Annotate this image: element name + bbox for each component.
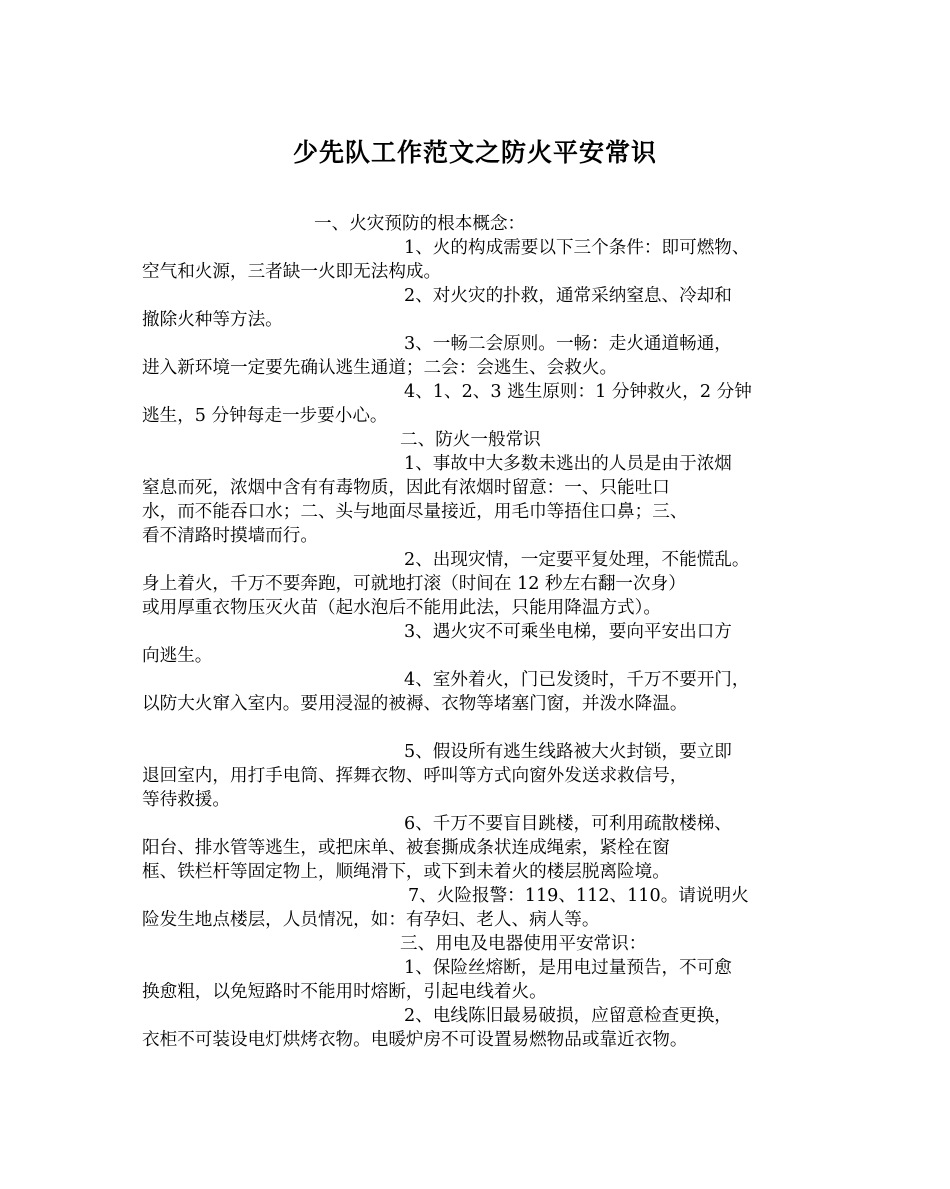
paragraph-line: 衣柜不可装设电灯烘烤衣物。电暖炉房不可设置易燃物品或靠近衣物。 (142, 1030, 688, 1050)
paragraph-line: 水，而不能吞口水；二、头与地面尽量接近，用毛巾等捂住口鼻；三、 (142, 502, 688, 522)
paragraph-line: 等待救援。 (142, 790, 230, 810)
paragraph-line: 逃生，5 分钟每走一步要小心。 (142, 406, 388, 426)
paragraph-line: 1、事故中大多数未逃出的人员是由于浓烟 (404, 454, 732, 474)
paragraph-line: 险发生地点楼层，人员情况，如：有孕妇、老人、病人等。 (142, 910, 600, 930)
section-heading-3: 三、用电及电器使用平安常识： (400, 934, 647, 954)
paragraph-line: 3、一畅二会原则。一畅：走火通道畅通， (404, 334, 732, 354)
paragraph-line: 2、电线陈旧最易破损，应留意检查更换， (404, 1006, 732, 1026)
paragraph-line: 1、火的构成需要以下三个条件：即可燃物、 (404, 238, 750, 258)
paragraph-line: 退回室内，用打手电筒、挥舞衣物、呼叫等方式向窗外发送求救信号， (142, 766, 688, 786)
paragraph-line: 框、铁栏杆等固定物上，顺绳滑下，或下到未着火的楼层脱离险境。 (142, 862, 670, 882)
paragraph-line: 撤除火种等方法。 (142, 310, 283, 330)
paragraph-line: 1、保险丝熔断，是用电过量预告，不可愈 (404, 958, 732, 978)
paragraph-line: 窒息而死，浓烟中含有有毒物质，因此有浓烟时留意：一、只能吐口 (142, 478, 670, 498)
paragraph-line: 向逃生。 (142, 646, 213, 666)
paragraph-line: 进入新环境一定要先确认逃生通道；二会：会逃生、会救火。 (142, 358, 618, 378)
paragraph-line: 4、室外着火，门已发烫时，千万不要开门， (404, 670, 750, 690)
paragraph-line: 空气和火源，三者缺一火即无法构成。 (142, 262, 442, 282)
paragraph-line: 以防大火窜入室内。要用浸湿的被褥、衣物等堵塞门窗，并泼水降温。 (142, 694, 688, 714)
paragraph-line: 7、火险报警：119、112、110。请说明火 (408, 886, 749, 906)
document-body (142, 212, 826, 1052)
paragraph-line: 6、千万不要盲目跳楼，可利用疏散楼梯、 (404, 814, 732, 834)
document-title: 少先队工作范文之防火平安常识 (292, 138, 657, 167)
paragraph-line: 3、遇火灾不可乘坐电梯，要向平安出口方 (404, 622, 732, 642)
paragraph-line: 换愈粗，以免短路时不能用时熔断，引起电线着火。 (142, 982, 547, 1002)
paragraph-line: 4、1、2、3 逃生原则：1 分钟救火，2 分钟 (404, 382, 752, 402)
section-heading-1: 一、火灾预防的根本概念： (314, 214, 526, 234)
paragraph-line: 或用厚重衣物压灭火苗（起水泡后不能用此法，只能用降温方式）。 (142, 598, 662, 618)
blank-line (142, 716, 826, 740)
paragraph-line: 2、出现灾情，一定要平复处理，不能慌乱。 (404, 550, 750, 570)
paragraph-line: 5、假设所有逃生线路被大火封锁，要立即 (404, 742, 732, 762)
paragraph-line: 2、对火灾的扑救，通常采纳窒息、冷却和 (404, 286, 732, 306)
paragraph-line: 阳台、排水管等逃生，或把床单、被套撕成条状连成绳索，紧栓在窗 (142, 838, 670, 858)
paragraph-line: 看不清路时摸墙而行。 (142, 526, 318, 546)
paragraph-line: 身上着火，千万不要奔跑，可就地打滚（时间在 12 秒左右翻一次身） (142, 574, 686, 594)
section-heading-2: 二、防火一般常识 (400, 430, 541, 450)
